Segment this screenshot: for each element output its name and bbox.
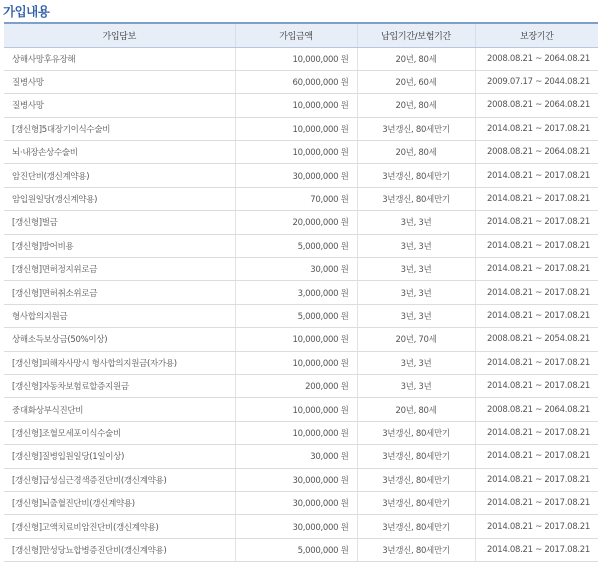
coverage-name-cell: 뇌·내장손상수술비	[4, 141, 235, 164]
amount-cell: 3,000,000 원	[235, 281, 357, 304]
period-cell: 3년갱신, 80세만기	[357, 445, 475, 468]
period-cell: 3년갱신, 80세만기	[357, 491, 475, 514]
amount-cell: 30,000,000 원	[235, 468, 357, 491]
table-row	[4, 304, 598, 327]
amount-cell: 10,000,000 원	[235, 351, 357, 374]
coverage-table	[4, 22, 598, 562]
table-body	[4, 47, 598, 562]
coverage-period-cell: 2014.08.21 ~ 2017.08.21	[475, 468, 598, 491]
table-row	[4, 164, 598, 187]
coverage-name-cell: [갱신형]고액치료비암진단비(갱신계약용)	[4, 515, 235, 538]
coverage-name-cell: [갱신형]자동차보험료할증지원금	[4, 374, 235, 397]
period-cell: 3년, 3년	[357, 234, 475, 257]
amount-cell: 10,000,000 원	[235, 47, 357, 70]
period-cell: 20년, 80세	[357, 94, 475, 117]
amount-cell: 30,000 원	[235, 258, 357, 281]
period-cell: 20년, 60세	[357, 70, 475, 93]
coverage-name-cell: [갱신형]급성심근경색증진단비(갱신계약용)	[4, 468, 235, 491]
table-row	[4, 141, 598, 164]
coverage-period-cell: 2014.08.21 ~ 2017.08.21	[475, 374, 598, 397]
coverage-name-cell: 질병사망	[4, 70, 235, 93]
coverage-period-cell: 2014.08.21 ~ 2017.08.21	[475, 258, 598, 281]
table-row	[4, 94, 598, 117]
coverage-name-cell: 중대화상부식진단비	[4, 398, 235, 421]
amount-cell: 60,000,000 원	[235, 70, 357, 93]
amount-cell: 5,000,000 원	[235, 234, 357, 257]
table-row	[4, 281, 598, 304]
coverage-period-cell: 2014.08.21 ~ 2017.08.21	[475, 211, 598, 234]
coverage-period-cell: 2008.08.21 ~ 2064.08.21	[475, 141, 598, 164]
coverage-period-cell: 2014.08.21 ~ 2017.08.21	[475, 117, 598, 140]
amount-cell: 20,000,000 원	[235, 211, 357, 234]
header-coverage-period: 보장기간	[475, 23, 598, 47]
period-cell: 20년, 80세	[357, 398, 475, 421]
table-row	[4, 468, 598, 491]
period-cell: 20년, 80세	[357, 141, 475, 164]
period-cell: 3년갱신, 80세만기	[357, 187, 475, 210]
coverage-name-cell: [갱신형]만성당뇨합병증진단비(갱신계약용)	[4, 538, 235, 561]
period-cell: 3년갱신, 80세만기	[357, 538, 475, 561]
table-row	[4, 351, 598, 374]
table-row	[4, 515, 598, 538]
coverage-name-cell: 형사합의지원금	[4, 304, 235, 327]
coverage-period-cell: 2008.08.21 ~ 2064.08.21	[475, 47, 598, 70]
coverage-name-cell: [갱신형]피해자사망시 형사합의지원금(자가용)	[4, 351, 235, 374]
coverage-name-cell: [갱신형]질병입원일당(1일이상)	[4, 445, 235, 468]
coverage-name-cell: [갱신형]면허정지위로금	[4, 258, 235, 281]
coverage-name-cell: [갱신형]뇌출혈진단비(갱신계약용)	[4, 491, 235, 514]
period-cell: 3년, 3년	[357, 374, 475, 397]
amount-cell: 10,000,000 원	[235, 94, 357, 117]
amount-cell: 5,000,000 원	[235, 538, 357, 561]
table-row	[4, 258, 598, 281]
coverage-name-cell: [갱신형]면허취소위로금	[4, 281, 235, 304]
coverage-period-cell: 2014.08.21 ~ 2017.08.21	[475, 234, 598, 257]
amount-cell: 10,000,000 원	[235, 117, 357, 140]
coverage-period-cell: 2009.07.17 ~ 2044.08.21	[475, 70, 598, 93]
coverage-name-cell: 암입원일당(갱신계약용)	[4, 187, 235, 210]
amount-cell: 200,000 원	[235, 374, 357, 397]
table-row	[4, 421, 598, 444]
amount-cell: 10,000,000 원	[235, 398, 357, 421]
amount-cell: 30,000,000 원	[235, 515, 357, 538]
amount-cell: 10,000,000 원	[235, 328, 357, 351]
table-row	[4, 234, 598, 257]
coverage-period-cell: 2008.08.21 ~ 2064.08.21	[475, 94, 598, 117]
period-cell: 20년, 70세	[357, 328, 475, 351]
coverage-period-cell: 2014.08.21 ~ 2017.08.21	[475, 187, 598, 210]
header-amount: 가입금액	[235, 23, 357, 47]
coverage-name-cell: 암진단비(갱신계약용)	[4, 164, 235, 187]
period-cell: 3년, 3년	[357, 258, 475, 281]
period-cell: 3년, 3년	[357, 211, 475, 234]
coverage-name-cell: [갱신형]조혈모세포이식수술비	[4, 421, 235, 444]
table-row	[4, 491, 598, 514]
coverage-period-cell: 2014.08.21 ~ 2017.08.21	[475, 445, 598, 468]
coverage-period-cell: 2014.08.21 ~ 2017.08.21	[475, 164, 598, 187]
header-period: 납입기간/보험기간	[357, 23, 475, 47]
coverage-name-cell: 상해소득보상금(50%이상)	[4, 328, 235, 351]
coverage-period-cell: 2014.08.21 ~ 2017.08.21	[475, 421, 598, 444]
table-row	[4, 398, 598, 421]
header-coverage: 가입담보	[4, 23, 235, 47]
coverage-period-cell: 2014.08.21 ~ 2017.08.21	[475, 538, 598, 561]
coverage-period-cell: 2014.08.21 ~ 2017.08.21	[475, 491, 598, 514]
coverage-period-cell: 2014.08.21 ~ 2017.08.21	[475, 515, 598, 538]
amount-cell: 30,000 원	[235, 445, 357, 468]
table-row	[4, 117, 598, 140]
coverage-name-cell: [갱신형]방어비용	[4, 234, 235, 257]
coverage-name-cell: 질병사망	[4, 94, 235, 117]
amount-cell: 10,000,000 원	[235, 421, 357, 444]
table-row	[4, 328, 598, 351]
table-row	[4, 187, 598, 210]
table-row	[4, 374, 598, 397]
period-cell: 3년, 3년	[357, 281, 475, 304]
table-row	[4, 47, 598, 70]
period-cell: 3년갱신, 80세만기	[357, 117, 475, 140]
amount-cell: 30,000,000 원	[235, 491, 357, 514]
period-cell: 3년갱신, 80세만기	[357, 421, 475, 444]
coverage-period-cell: 2014.08.21 ~ 2017.08.21	[475, 351, 598, 374]
page-title: 가입내용	[3, 4, 50, 19]
table-row	[4, 538, 598, 561]
period-cell: 3년갱신, 80세만기	[357, 468, 475, 491]
amount-cell: 70,000 원	[235, 187, 357, 210]
table-row	[4, 211, 598, 234]
period-cell: 3년갱신, 80세만기	[357, 515, 475, 538]
amount-cell: 30,000,000 원	[235, 164, 357, 187]
coverage-period-cell: 2008.08.21 ~ 2064.08.21	[475, 398, 598, 421]
period-cell: 3년, 3년	[357, 351, 475, 374]
coverage-period-cell: 2014.08.21 ~ 2017.08.21	[475, 281, 598, 304]
table-row	[4, 70, 598, 93]
period-cell: 20년, 80세	[357, 47, 475, 70]
coverage-name-cell: [갱신형]5대장기이식수술비	[4, 117, 235, 140]
coverage-name-cell: [갱신형]벌금	[4, 211, 235, 234]
table-row	[4, 445, 598, 468]
amount-cell: 5,000,000 원	[235, 304, 357, 327]
period-cell: 3년갱신, 80세만기	[357, 164, 475, 187]
coverage-period-cell: 2014.08.21 ~ 2017.08.21	[475, 304, 598, 327]
period-cell: 3년, 3년	[357, 304, 475, 327]
amount-cell: 10,000,000 원	[235, 141, 357, 164]
coverage-period-cell: 2008.08.21 ~ 2054.08.21	[475, 328, 598, 351]
table-header-row	[4, 23, 598, 47]
coverage-name-cell: 상해사망후유장해	[4, 47, 235, 70]
